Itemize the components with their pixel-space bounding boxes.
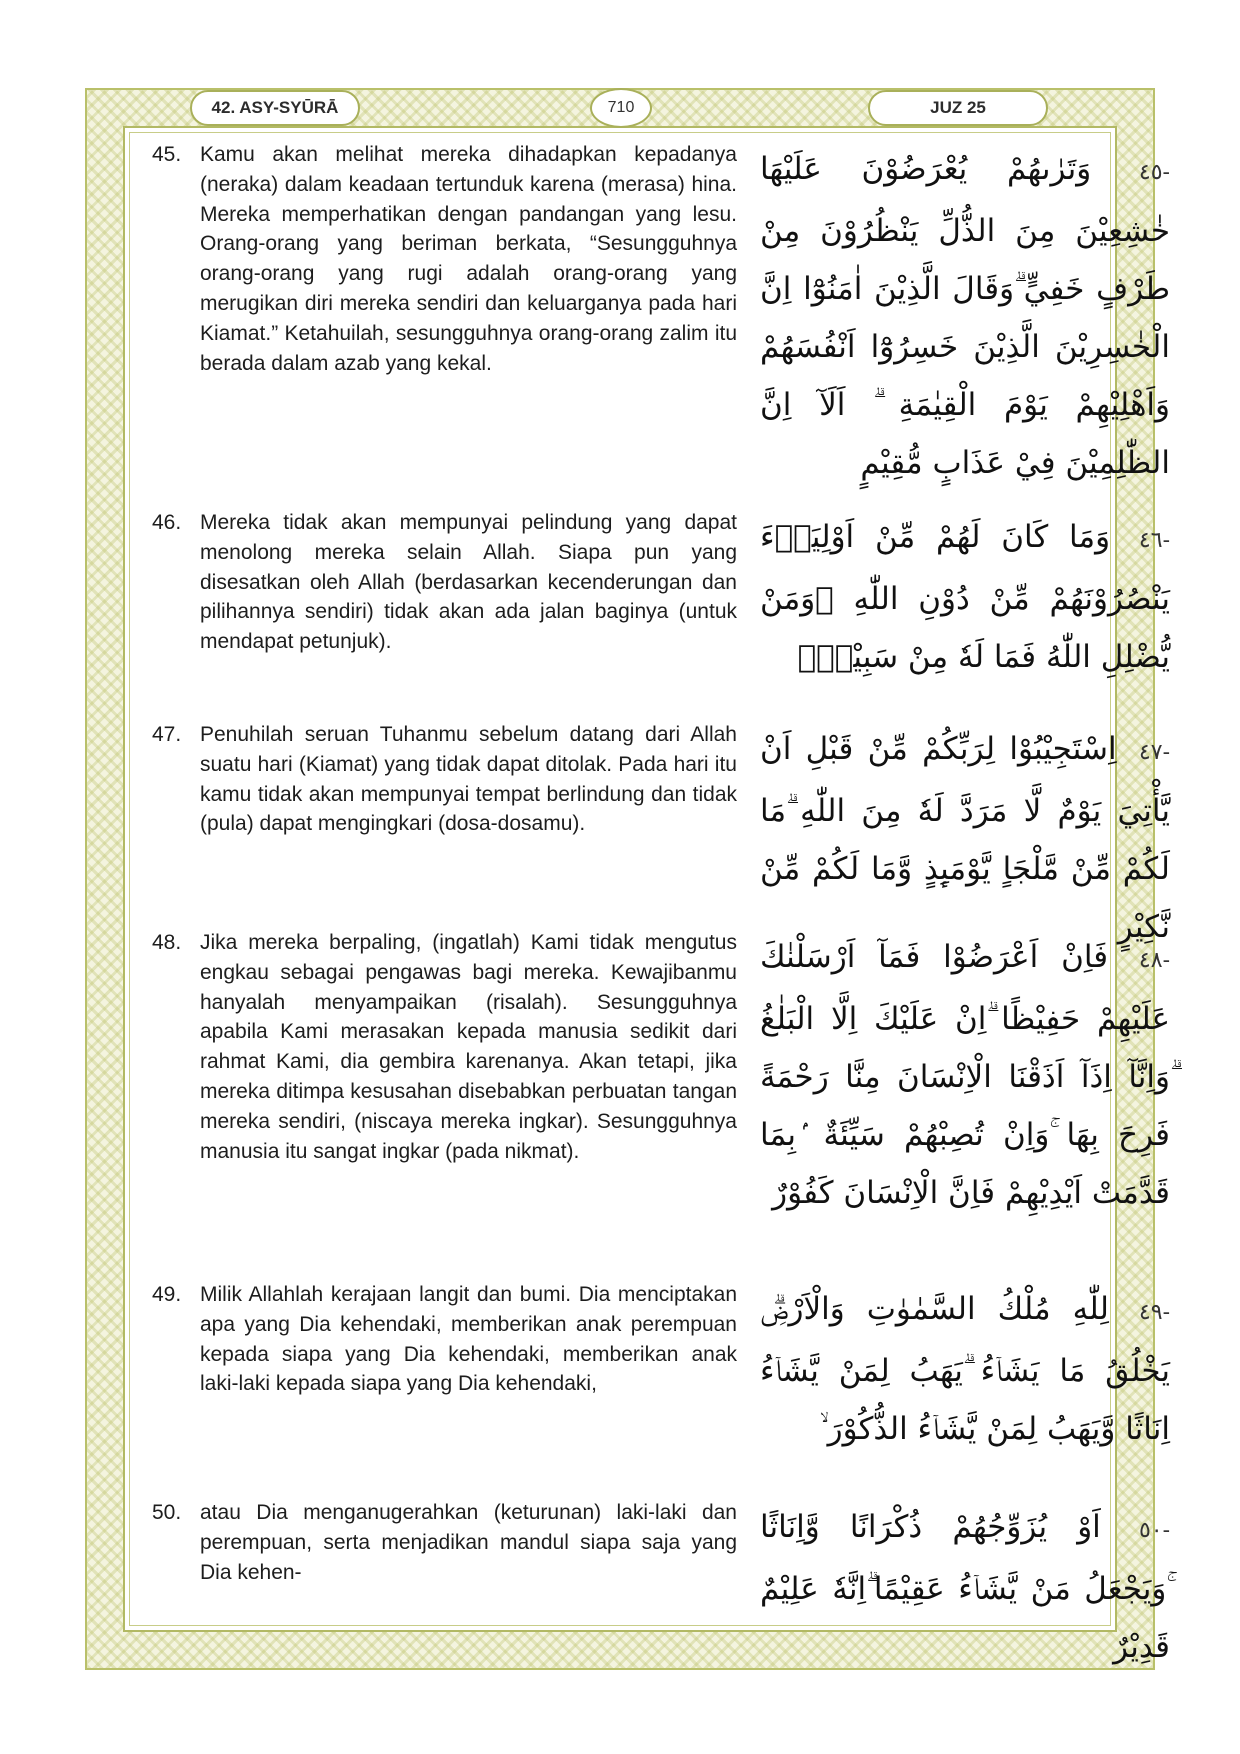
arabic-verse-number: -٤٥ [1138,160,1170,185]
verse-number: 49. [152,1283,182,1306]
verse-number: 47. [152,723,182,746]
translation-text: Mereka tidak akan mempunyai pelindung yang dapat menolong mereka selain Allah. Siapa pun yang disesatkan oleh Allah (berdasarkan kecenderungan dan pilihannya sendiri) tidak akan ada jalan baginya (untuk mendapat petunjuk). [200,511,737,654]
translation-49 [152,1280,737,1399]
translation-48 [152,928,737,1166]
arabic-50 [760,1498,1170,1676]
arabic-49 [760,1280,1170,1458]
arabic-text: اِسْتَجِيْبُوْا لِرَبِّكُمْ مِّنْ قَبْلِ اَنْ يَّأْتِيَ يَوْمٌ لَّا مَرَدَّ لَهٗ مِنَ اللّٰهِ ۗمَا لَكُمْ مِّنْ مَّلْجَاٍ يَّوْمَىِٕذٍ وَّمَا لَكُمْ مِّنْ نَّكِيْرٍ [760,731,1170,945]
arabic-text: وَمَا كَانَ لَهُمْ مِّنْ اَوْلِيَاۤءَ يَنْصُرُوْنَهُمْ مِّنْ دُوْنِ اللّٰهِ ۗوَمَنْ يُّضْلِلِ اللّٰهُ فَمَا لَهٗ مِنْ سَبِيْلٍۗ [760,519,1170,675]
verse-number: 45. [152,143,182,166]
page-content [130,140,1171,1665]
surah-title: 42. ASY-SYŪRĀ [190,90,360,126]
arabic-46 [760,508,1170,686]
arabic-text: فَاِنْ اَعْرَضُوْا فَمَآ اَرْسَلْنٰكَ عَلَيْهِمْ حَفِيْظًا ۗاِنْ عَلَيْكَ اِلَّا الْبَلٰغُ ۗوَاِنَّآ اِذَآ اَذَقْنَا الْاِنْسَانَ مِنَّا رَحْمَةً فَرِحَ بِهَا ۚوَاِنْ تُصِبْهُمْ سَيِّئَةٌ ۢبِمَا قَدَّمَتْ اَيْدِيْهِمْ فَاِنَّ الْاِنْسَانَ كَفُوْرٌ [760,939,1170,1211]
translation-45 [152,140,737,378]
arabic-verse-number: -٤٧ [1138,740,1170,765]
arabic-48 [760,928,1170,1222]
juz-label: JUZ 25 [868,90,1048,126]
verse-number: 46. [152,511,182,534]
arabic-47 [760,720,1170,956]
translation-text: Kamu akan melihat mereka dihadapkan kepadanya (neraka) dalam keadaan tertunduk karena (merasa) hina. Mereka memperhatikan dengan pandangan yang lesu. Orang-orang yang beriman berkata, “Sesungguhnya orang-orang yang rugi adalah orang-orang yang merugikan diri mereka sendiri dan keluarganya pada hari Kiamat.” Ketahuilah, sesungguhnya orang-orang zalim itu berada dalam azab yang kekal. [200,143,737,375]
translation-50 [152,1498,737,1587]
translation-text: Jika mereka berpaling, (ingatlah) Kami tidak mengutus engkau sebagai pengawas bagi mereka. Kewajibanmu hanyalah menyampaikan (risalah). Sesungguhnya apabila Kami merasakan kepada manusia sedikit dari rahmat Kami, dia gembira karenanya. Akan tetapi, jika mereka ditimpa kesusahan disebabkan perbuatan tangan mereka sendiri, (niscaya mereka ingkar). Sesungguhnya manusia itu sangat ingkar (pada nikmat). [200,931,737,1163]
arabic-text: اَوْ يُزَوِّجُهُمْ ذُكْرَانًا وَّاِنَاثًا ۚوَيَجْعَلُ مَنْ يَّشَاۤءُ عَقِيْمًا ۗاِنَّهٗ عَلِيْمٌ قَدِيْرٌ [760,1509,1170,1665]
translation-47 [152,720,737,839]
arabic-text: وَتَرٰىهُمْ يُعْرَضُوْنَ عَلَيْهَا خٰشِعِيْنَ مِنَ الذُّلِّ يَنْظُرُوْنَ مِنْ طَرْفٍ خَفِيٍّ ۗوَقَالَ الَّذِيْنَ اٰمَنُوْٓا اِنَّ الْخٰسِرِيْنَ الَّذِيْنَ خَسِرُوْٓا اَنْفُسَهُمْ وَاَهْلِيْهِمْ يَوْمَ الْقِيٰمَةِ ۗ اَلَآ اِنَّ الظّٰلِمِيْنَ فِيْ عَذَابٍ مُّقِيْمٍ [760,151,1170,481]
translation-text: Penuhilah seruan Tuhanmu sebelum datang dari Allah suatu hari (Kiamat) yang tidak dapat ditolak. Pada hari itu kamu tidak akan mempunyai tempat berlindung dan tidak (pula) dapat mengingkari (dosa-dosamu). [200,723,737,836]
page-number: 710 [590,88,652,128]
arabic-verse-number: -٤٨ [1138,948,1170,973]
arabic-verse-number: -٤٦ [1138,528,1170,553]
arabic-45 [760,140,1170,492]
verse-number: 48. [152,931,182,954]
arabic-text: لِلّٰهِ مُلْكُ السَّمٰوٰتِ وَالْاَرْضِۗ يَخْلُقُ مَا يَشَاۤءُ ۗيَهَبُ لِمَنْ يَّشَاۤءُ اِنَاثًا وَّيَهَبُ لِمَنْ يَّشَاۤءُ الذُّكُوْرَ ۙ [760,1291,1170,1447]
arabic-verse-number: -٤٩ [1138,1300,1170,1325]
arabic-verse-number: -٥٠ [1138,1518,1171,1543]
verse-number: 50. [152,1501,182,1524]
translation-text: atau Dia menganugerahkan (keturunan) laki-laki dan perempuan, serta menjadikan mandul siapa saja yang Dia kehen- [200,1501,737,1584]
translation-46 [152,508,737,657]
translation-text: Milik Allahlah kerajaan langit dan bumi. Dia menciptakan apa yang Dia kehendaki, memberikan anak perempuan kepada siapa yang Dia kehendaki, memberikan anak laki-laki kepada siapa yang Dia kehendaki, [200,1283,737,1396]
